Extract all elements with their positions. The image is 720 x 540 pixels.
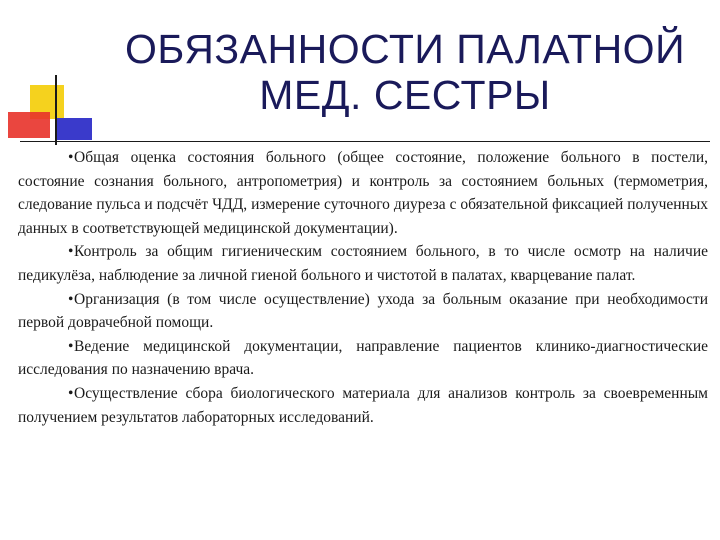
slide-title-line-1: ОБЯЗАННОСТИ ПАЛАТНОЙ	[124, 26, 686, 72]
bullet-icon: •	[68, 149, 74, 166]
list-item-text: Организация (в том числе осуществление) ухода за больным оказание при необходимости первой доврачебной помощи.	[18, 290, 708, 332]
list-item	[18, 382, 708, 429]
bullet-icon: •	[68, 243, 74, 261]
list-item	[18, 146, 708, 240]
list-item-text: Контроль за общим гигиеническим состоянием больного, в то числе осмотр на наличие педикулёза, наблюдение за личной гиеной больного и чистотой в палатах, кварцевание палат.	[18, 243, 708, 284]
bullet-icon: •	[68, 337, 74, 355]
bullet-icon: •	[68, 290, 74, 308]
bullet-icon: •	[68, 384, 74, 402]
list-item-text: Осуществление сбора биологического материала для анализов контроль за своевременным получением результатов лабораторных исследований.	[18, 384, 708, 426]
list-item	[18, 240, 708, 287]
list-item	[18, 335, 708, 382]
list-item-text: Общая оценка состояния больного (общее состояние, положение больного в постели, состояние сознания больного, антропометрия) и контроль за состоянием больных (термометрия, следование пульса и подсчёт ЧДД, измерение суточного диуреза с обязательной фиксацией полученных данных в соответствующей медицинской документации).	[18, 149, 708, 237]
list-item	[18, 288, 708, 335]
list-item-text: Ведение медицинской документации, направление пациентов клинико-диагностические исследования по назначению врача.	[18, 337, 708, 379]
slide-title-line-2: МЕД. СЕСТРЫ	[259, 72, 551, 118]
slide-title	[90, 26, 720, 118]
header-divider	[20, 141, 710, 142]
slide-body	[18, 146, 708, 429]
